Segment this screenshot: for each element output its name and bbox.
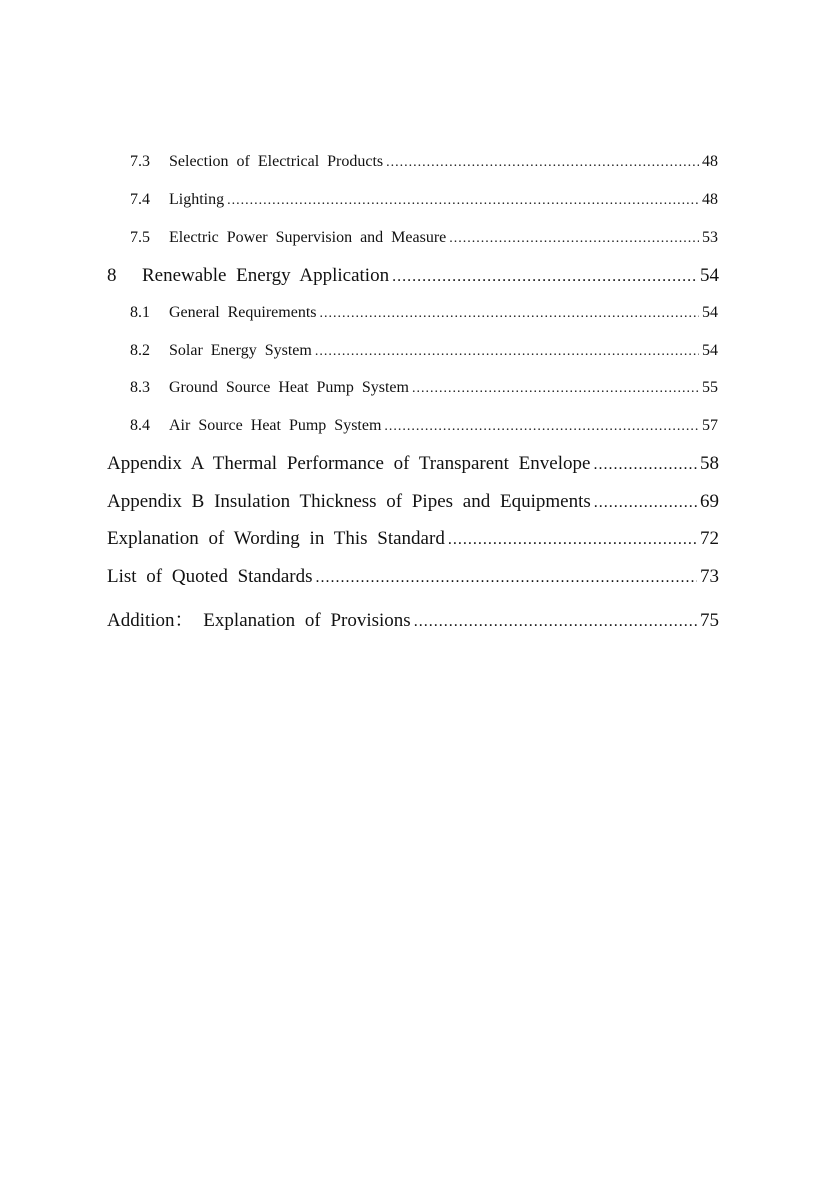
toc-entry-list-of-quoted-standards[interactable] — [107, 566, 719, 588]
toc-entry-title: Appendix B Insulation Thickness of Pipes and Equipments — [107, 491, 591, 512]
toc-dot-leader — [316, 569, 697, 587]
toc-entry-number: 7.4 — [130, 191, 150, 208]
toc-entry-title: List of Quoted Standards — [107, 566, 313, 587]
toc-entry-7-5[interactable] — [130, 229, 718, 247]
toc-entry-page: 57 — [702, 417, 718, 434]
toc-entry-page: 48 — [702, 153, 718, 170]
toc-entry-number: 8.2 — [130, 342, 150, 359]
toc-entry-8-3[interactable] — [130, 379, 718, 397]
toc-entry-page: 54 — [702, 304, 718, 321]
toc-entry-page: 53 — [702, 229, 718, 246]
toc-entry-7-3[interactable] — [130, 153, 718, 171]
toc-dot-leader — [414, 613, 697, 631]
toc-entry-explanation-of-provisions[interactable] — [107, 605, 719, 632]
toc-dot-leader — [315, 344, 699, 360]
toc-entry-page: 69 — [700, 491, 719, 512]
toc-entry-title: Selection of Electrical Products — [169, 153, 384, 170]
toc-entry-title: Ground Source Heat Pump System — [169, 379, 409, 396]
toc-dot-leader — [392, 268, 697, 286]
toc-entry-page: 72 — [700, 528, 719, 549]
toc-entry-8-1[interactable] — [130, 304, 718, 322]
toc-entry-appendix-b[interactable] — [107, 491, 719, 513]
toc-entry-page: 55 — [702, 379, 718, 396]
toc-entry-7-4[interactable] — [130, 191, 718, 209]
toc-entry-number: 7.3 — [130, 153, 150, 170]
toc-dot-leader — [449, 231, 699, 247]
toc-entry-title: Explanation of Wording in This Standard — [107, 528, 445, 549]
toc-entry-appendix-a[interactable] — [107, 453, 719, 475]
toc-entry-8-4[interactable] — [130, 417, 718, 435]
toc-entry-title: Renewable Energy Application — [142, 265, 390, 286]
toc-entry-8-2[interactable] — [130, 342, 718, 360]
toc-dot-leader — [384, 419, 699, 435]
toc-dot-leader — [594, 494, 697, 512]
toc-entry-number: 8.4 — [130, 417, 150, 434]
toc-entry-title: Electric Power Supervision and Measure — [169, 229, 447, 246]
toc-entry-title: Addition： Explanation of Provisions — [107, 610, 411, 631]
toc-entry-title: Air Source Heat Pump System — [169, 417, 382, 434]
toc-entry-page: 58 — [700, 453, 719, 474]
toc-entry-number: 8.3 — [130, 379, 150, 396]
toc-entry-page: 73 — [700, 566, 719, 587]
toc-entry-title: General Requirements — [169, 304, 317, 321]
toc-dot-leader — [227, 193, 699, 209]
toc-entry-explanation-of-wording[interactable] — [107, 528, 719, 550]
toc-entry-number: 8.1 — [130, 304, 150, 321]
toc-entry-page: 54 — [702, 342, 718, 359]
toc-entry-page: 75 — [700, 610, 719, 631]
toc-entry-title: Lighting — [169, 191, 225, 208]
toc-entry-chapter-8[interactable] — [107, 265, 719, 287]
toc-entry-number: 7.5 — [130, 229, 150, 246]
toc-entry-page: 48 — [702, 191, 718, 208]
toc-dot-leader — [593, 456, 697, 474]
toc-dot-leader — [412, 381, 699, 397]
toc-dot-leader — [386, 155, 699, 171]
toc-entry-number: 8 — [107, 265, 117, 286]
toc-dot-leader — [320, 306, 700, 322]
toc-entry-title: Appendix A Thermal Performance of Transparent Envelope — [107, 453, 591, 474]
toc-entry-page: 54 — [700, 265, 719, 286]
toc-entry-title: Solar Energy System — [169, 342, 312, 359]
toc-dot-leader — [448, 531, 697, 549]
